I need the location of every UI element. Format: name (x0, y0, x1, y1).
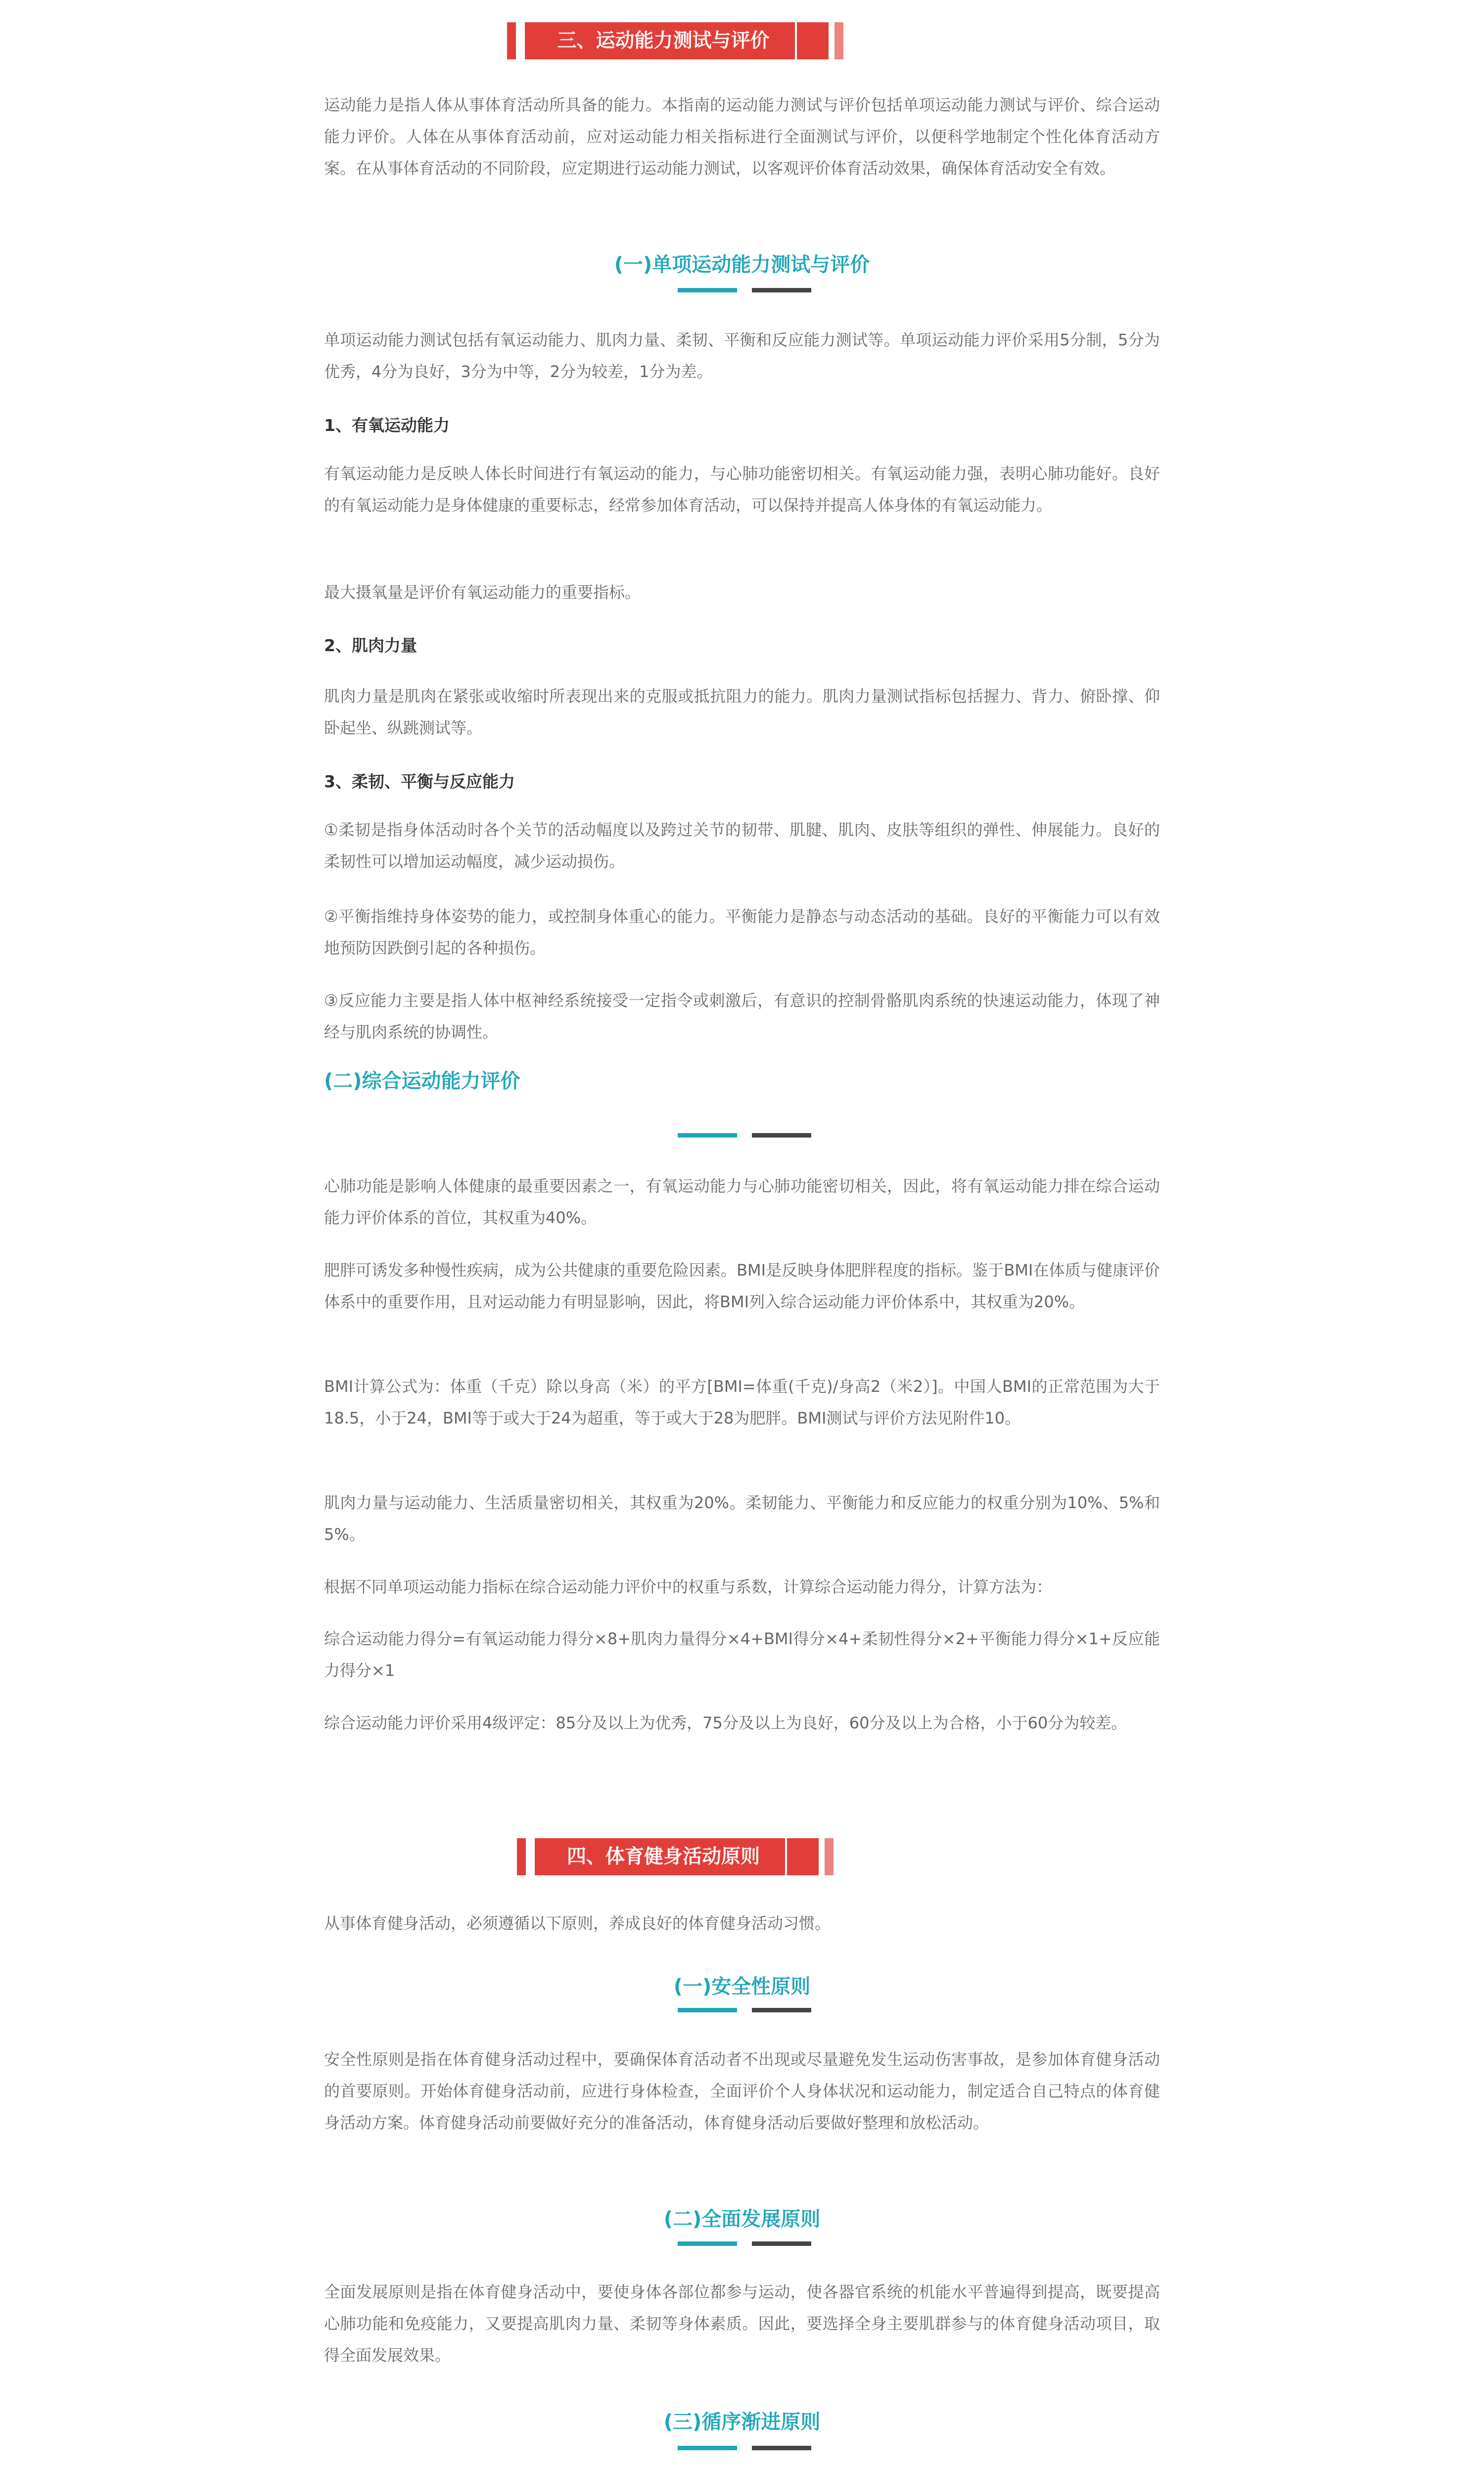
paragraph: BMI计算公式为：体重（千克）除以身高（米）的平方[BMI=体重(千克)/身高2（米2）]。中国人BMI的正常范围为大于18.5，小于24，BMI等于或大于24为超重，等于或大于28为肥胖。BMI测试与评价方法见附件10。 (324, 1377, 1160, 1427)
paragraph: 运动能力是指人体从事体育活动所具备的能力。本指南的运动能力测试与评价包括单项运动能力测试与评价、综合运动能力评价。人体在从事体育活动前，应对运动能力相关指标进行全面测试与评价，以便科学地制定个性化体育活动方案。在从事体育活动的不同阶段，应定期进行运动能力测试，以客观评价体育活动效果，确保体育活动安全有效。 (324, 95, 1160, 178)
paragraph: 肌肉力量是肌肉在紧张或收缩时所表现出来的克服或抵抗阻力的能力。肌肉力量测试指标包括握力、背力、俯卧撑、仰卧起坐、纵跳测试等。 (324, 687, 1160, 737)
heading: 2、肌肉力量 (324, 636, 417, 655)
formula: 综合运动能力得分=有氧运动能力得分×8+肌肉力量得分×4+BMI得分×4+柔韧性得分×2+平衡能力得分×1+反应能力得分×1 (324, 1629, 1160, 1680)
paragraph: 肌肉力量与运动能力、生活质量密切相关，其权重为20%。柔韧能力、平衡能力和反应能力的权重分别为10%、5%和5%。 (324, 1493, 1160, 1544)
title-underline (678, 1133, 811, 1138)
section-title: 四、体育健身活动原则 (566, 1846, 760, 1868)
paragraph: 最大摄氧量是评价有氧运动能力的重要指标。 (324, 583, 641, 602)
heading: 1、有氧运动能力 (324, 416, 450, 435)
title-underline (678, 2446, 811, 2451)
section-banner (517, 1838, 834, 1875)
paragraph: 根据不同单项运动能力指标在综合运动能力评价中的权重与系数，计算综合运动能力得分，计算方法为： (324, 1577, 1053, 1596)
heading: 3、柔韧、平衡与反应能力 (324, 772, 515, 791)
paragraph: ①柔韧是指身体活动时各个关节的活动幅度以及跨过关节的韧带、肌腱、肌肉、皮肤等组织的弹性、伸展能力。良好的柔韧性可以增加运动幅度，减少运动损伤。 (324, 820, 1160, 871)
paragraph: 综合运动能力评价采用4级评定：85分及以上为优秀，75分及以上为良好，60分及以上为合格，小于60分为较差。 (324, 1713, 1127, 1732)
paragraph: 有氧运动能力是反映人体长时间进行有氧运动的能力，与心肺功能密切相关。有氧运动能力强，表明心肺功能好。良好的有氧运动能力是身体健康的重要标志，经常参加体育活动，可以保持并提高人体身体的有氧运动能力。 (324, 464, 1160, 515)
subsection-title: (一)安全性原则 (673, 1975, 811, 1998)
section-title: 三、运动能力测试与评价 (557, 30, 770, 52)
subsection-title: (二)全面发展原则 (663, 2208, 821, 2231)
paragraph: 单项运动能力测试包括有氧运动能力、肌肉力量、柔韧、平衡和反应能力测试等。单项运动能力评价采用5分制，5分为优秀，4分为良好，3分为中等，2分为较差，1分为差。 (324, 331, 1160, 381)
subsection-title: (三)循序渐进原则 (663, 2411, 821, 2433)
paragraph: 从事体育健身活动，必须遵循以下原则，养成良好的体育健身活动习惯。 (324, 1914, 831, 1933)
section-banner (507, 22, 843, 59)
paragraph: ③反应能力主要是指人体中枢神经系统接受一定指令或刺激后，有意识的控制骨骼肌肉系统的快速运动能力，体现了神经与肌肉系统的协调性。 (324, 991, 1160, 1042)
title-underline (678, 2241, 811, 2246)
subsection-title: (一)单项运动能力测试与评价 (614, 253, 870, 276)
paragraph: ②平衡指维持身体姿势的能力，或控制身体重心的能力。平衡能力是静态与动态活动的基础。良好的平衡能力可以有效地预防因跌倒引起的各种损伤。 (324, 907, 1160, 957)
paragraph: 安全性原则是指在体育健身活动过程中，要确保体育活动者不出现或尽量避免发生运动伤害事故，是参加体育健身活动的首要原则。开始体育健身活动前，应进行身体检查，全面评价个人身体状况和运动能力，制定适合自己特点的体育健身活动方案。体育健身活动前要做好充分的准备活动，体育健身活动后要做好整理和放松活动。 (324, 2050, 1160, 2132)
title-underline (678, 2008, 811, 2013)
title-underline (678, 288, 811, 293)
paragraph: 肥胖可诱发多种慢性疾病，成为公共健康的重要危险因素。BMI是反映身体肥胖程度的指标。鉴于BMI在体质与健康评价体系中的重要作用，且对运动能力有明显影响，因此，将BMI列入综合运动能力评价体系中，其权重为20%。 (324, 1261, 1160, 1311)
paragraph: 全面发展原则是指在体育健身活动中，要使身体各部位都参与运动，使各器官系统的机能水平普遍得到提高，既要提高心肺功能和免疫能力，又要提高肌肉力量、柔韧等身体素质。因此，要选择全身主要肌群参与的体育健身活动项目，取得全面发展效果。 (324, 2283, 1160, 2365)
subsection-title: (二)综合运动能力评价 (324, 1070, 520, 1093)
paragraph: 心肺功能是影响人体健康的最重要因素之一，有氧运动能力与心肺功能密切相关，因此，将有氧运动能力排在综合运动能力评价体系的首位，其权重为40%。 (324, 1177, 1160, 1227)
